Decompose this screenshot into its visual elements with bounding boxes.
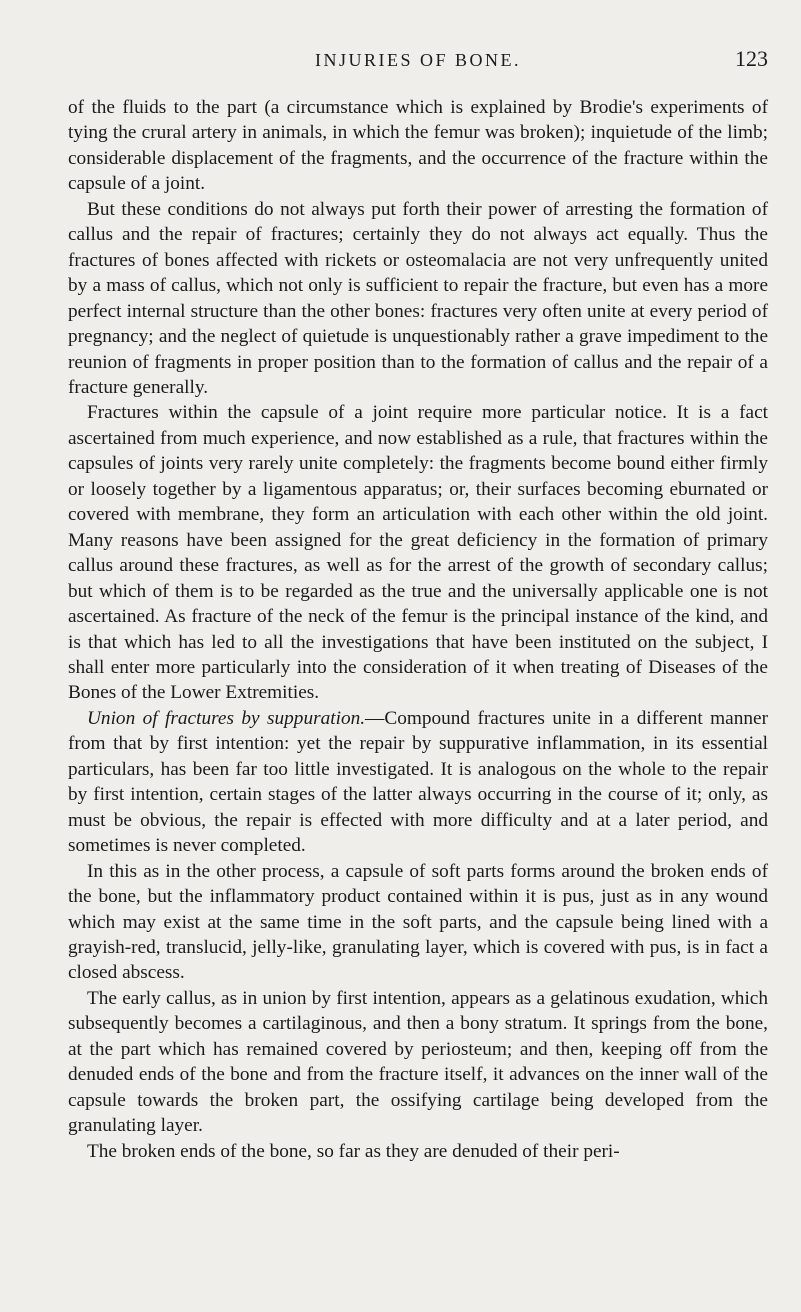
paragraph-continued: of the fluids to the part (a circumstance which is explained by Brodie's experiments of tying the crural artery in animals, in which the femur was broken); inquietude of the limb; considerable displacement of the fragments, and the occurrence of the fracture within the capsule of a joint.	[68, 97, 768, 195]
body-text	[68, 95, 768, 1164]
paragraph: Fractures within the capsule of a joint require more particular notice. It is a fact ascertained from much experience, and now established as a rule, that fractures within the capsules of joints very rarely unite completely: the fragments become bound either firmly or loosely together by a ligamentous apparatus; or, their surfaces becoming eburnated or covered with membrane, they form an articulation with each other within the old joint. Many reasons have been assigned for the great deficiency in the formation of primary callus around these fractures, as well as for the arrest of the growth of secondary callus; but which of them is to be regarded as the true and the universally applicable one is not ascertained. As fracture of the neck of the femur is the principal instance of the kind, and is that which has led to all the investigations that have been instituted on the subject, I shall enter more particularly into the consideration of it when treating of Diseases of the Bones of the Lower Extremities.	[68, 402, 768, 704]
section-lead-text: —Compound fractures unite in a different manner from that by first intention: yet the repair by suppurative inflammation, in its essential particulars, has been far too little investigated. It is analogous on the whole to the repair by first intention, certain stages of the latter always occurring in the course of it; only, as must be obvious, the repair is effected with more difficulty and at a later period, and sometimes is never completed.	[68, 707, 768, 857]
paragraph: The broken ends of the bone, so far as they are denuded of their peri-	[87, 1140, 620, 1162]
paragraph: But these conditions do not always put forth their power of arresting the formation of callus and the repair of fractures; certainly they do not always act equally. Thus the fractures of bones affected with rickets or osteomalacia are not very unfrequently united by a mass of callus, which not only is sufficient to repair the fracture, but even has a more perfect internal structure than the other bones: fractures very often unite at every period of pregnancy; and the neglect of quietude is unquestionably rather a grave impediment to the reunion of fragments in proper position than to the formation of callus and the repair of a fracture generally.	[68, 198, 768, 398]
running-head: INJURIES OF BONE.	[314, 50, 521, 70]
section-paragraph	[68, 706, 768, 859]
page-number: 123	[735, 46, 768, 71]
section-heading: Union of fractures by suppuration.	[87, 707, 366, 729]
paragraph: The early callus, as in union by first intention, appears as a gelatinous exudation, which subsequently becomes a cartilaginous, and then a bony stratum. It springs from the bone, at the part which has remained covered by periosteum; and then, keeping off from the denuded ends of the bone and from the fracture itself, it advances on the inner wall of the capsule towards the broken part, the ossifying cartilage being developed from the granulating layer.	[68, 987, 768, 1137]
paragraph: In this as in the other process, a capsule of soft parts forms around the broken ends of the bone, but the inflammatory product contained within it is pus, just as in any wound which may exist at the same time in the soft parts, and the capsule being lined with a grayish-red, translucid, jelly-like, granulating layer, which is covered with pus, is in fact a closed abscess.	[68, 860, 768, 984]
page-header	[68, 46, 768, 78]
